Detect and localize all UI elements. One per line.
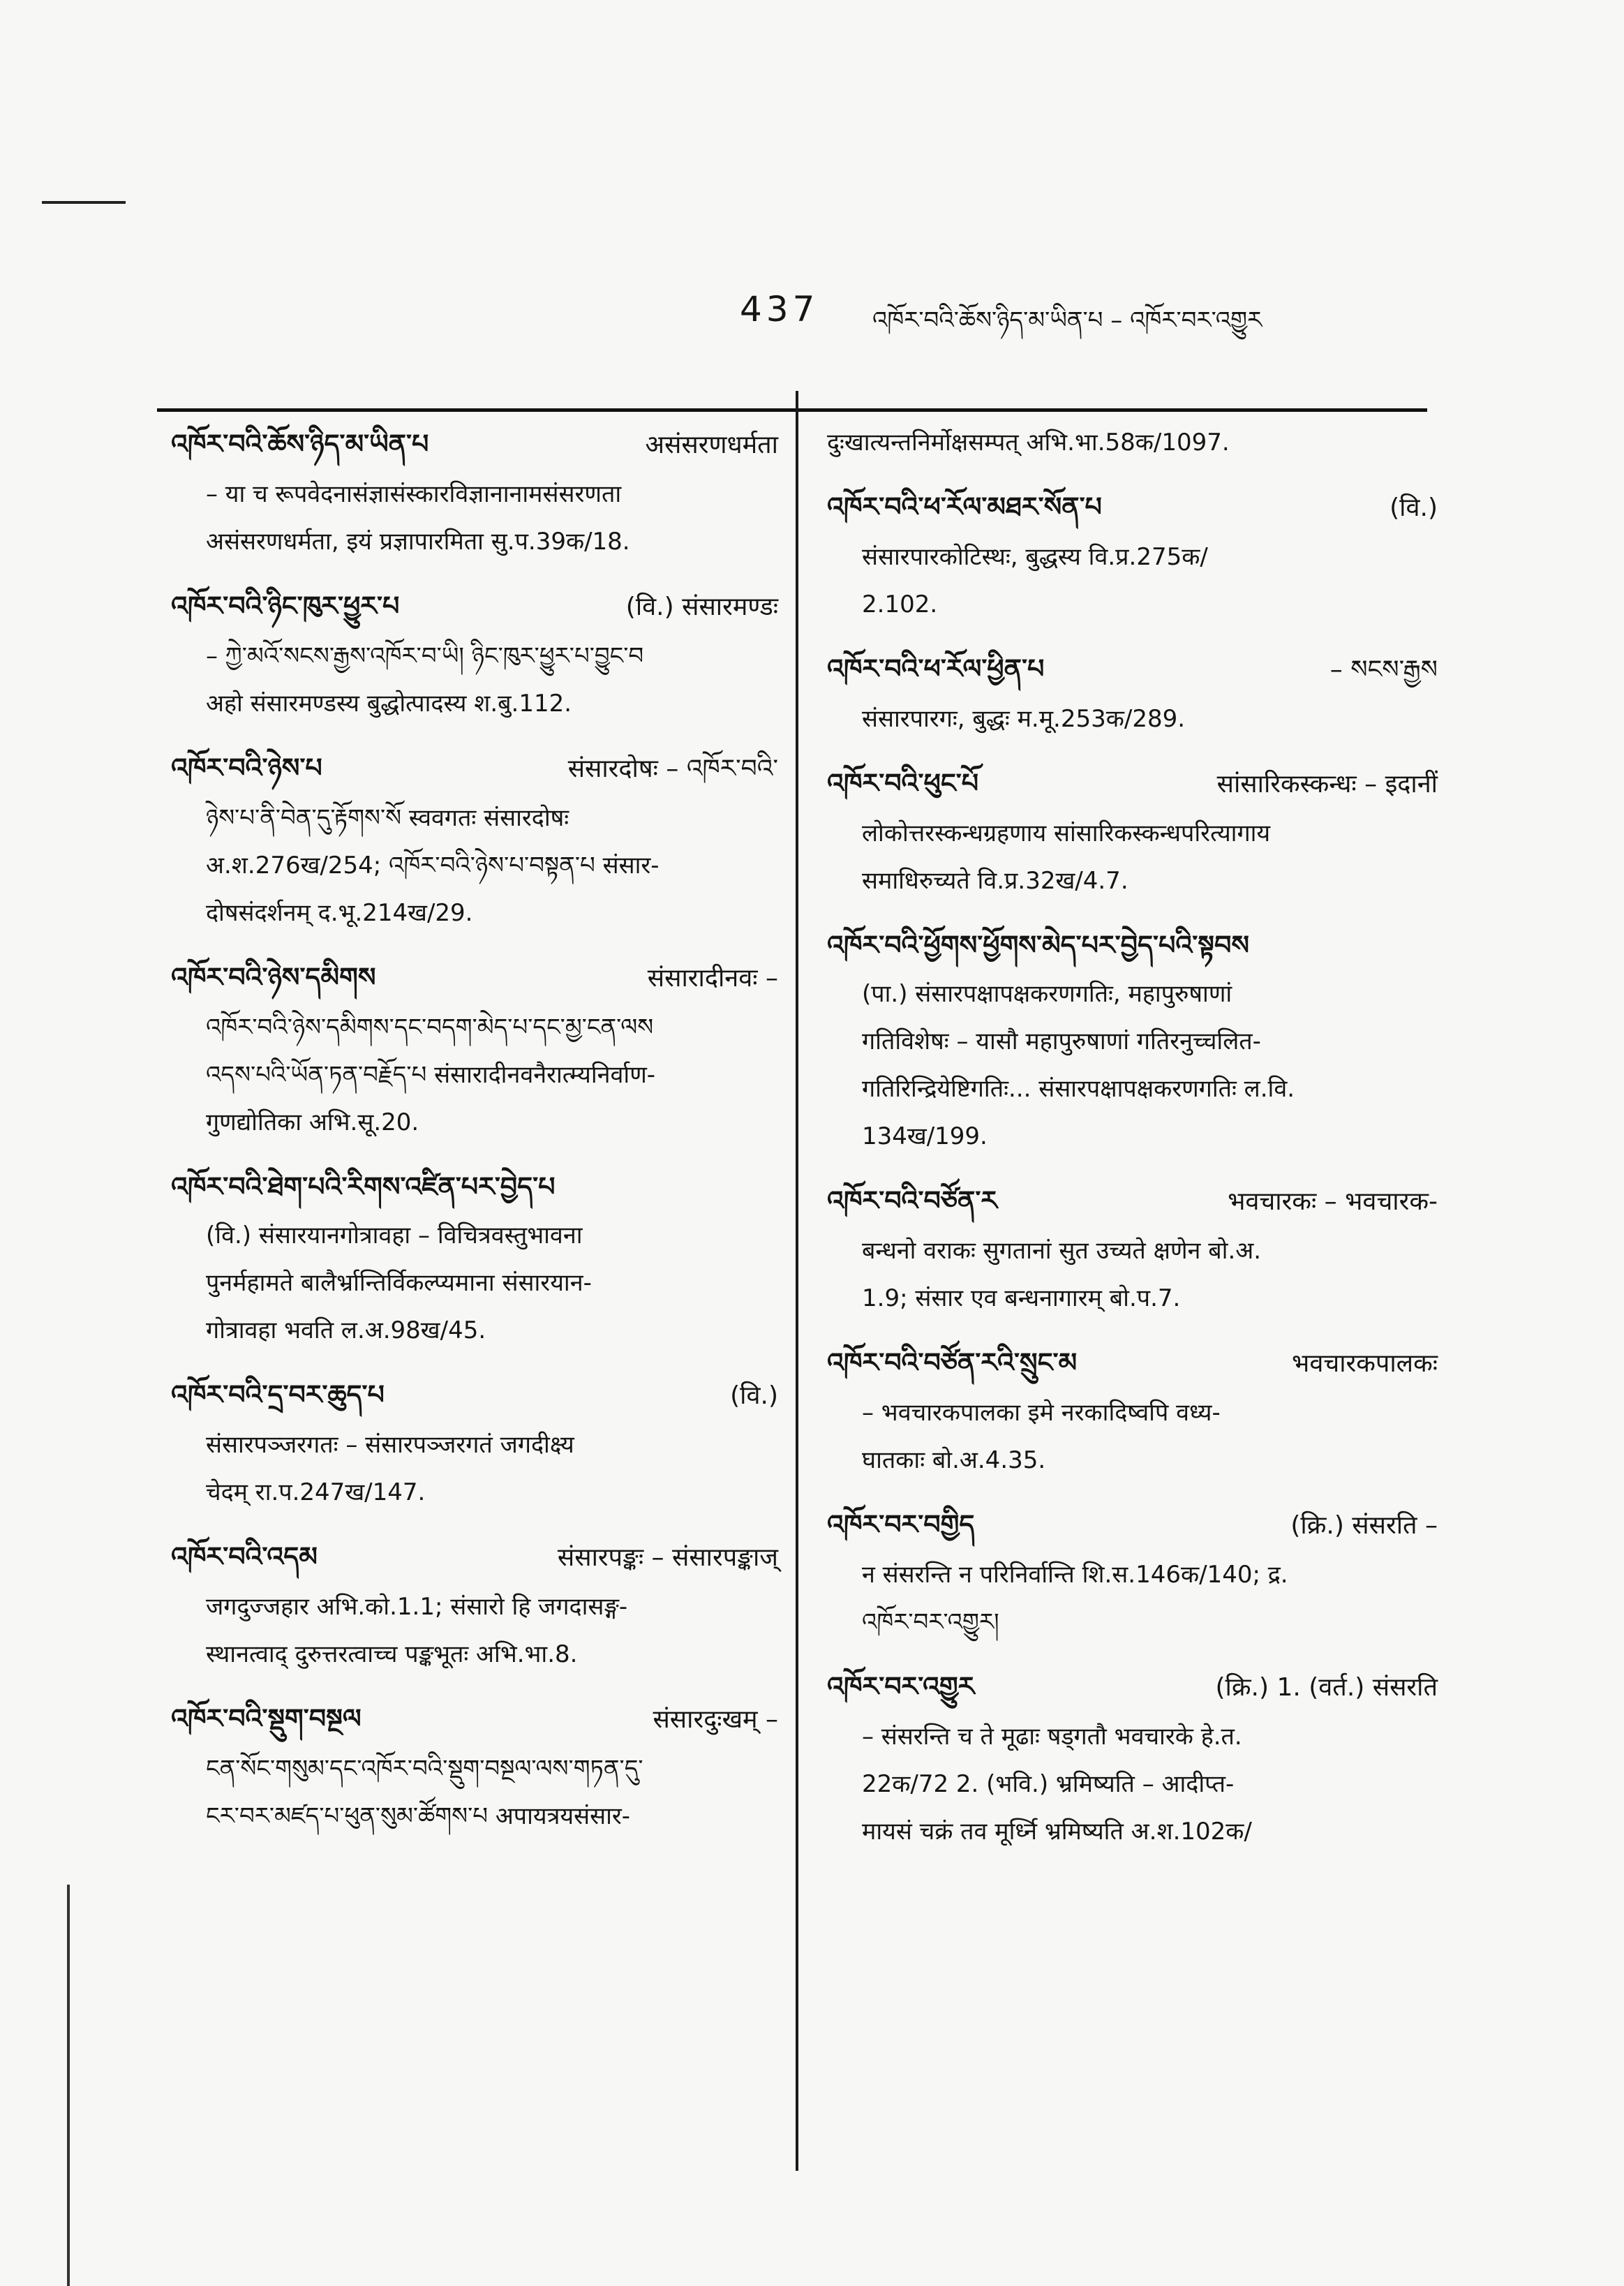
dictionary-entry <box>827 758 1438 905</box>
entry-text-line: – ཀྱེ་མའོ་སངས་རྒྱས་འཁོར་བ་ཡི། ཉིང་ཁུར་ཕྱུར་པ་བྱུང་བ <box>206 642 644 670</box>
entry-text-line: ངར་བར་མཛད་པ་ཕུན་སུམ་ཚོགས་པ अपायत्रयसंसार- <box>206 1802 631 1830</box>
dictionary-entry <box>827 1661 1438 1855</box>
sanskrit-equivalent: – སངས་རྒྱས <box>1329 655 1438 684</box>
entry-text-line: मायसं चक्रं तव मूर्ध्नि भ्रमिष्यति अ.श.102क/ <box>862 1818 1252 1846</box>
entry-headline <box>827 758 1438 810</box>
sanskrit-equivalent: (क्रि.) 1. (वर्त.) संसरति <box>1215 1673 1438 1702</box>
dictionary-entry <box>171 1693 778 1840</box>
right-column <box>827 419 1438 1871</box>
binding-edge <box>67 1885 70 2286</box>
tibetan-headword: འཁོར་བར་བགྱིད <box>827 1509 975 1540</box>
tibetan-headword: འཁོར་བའི་ཉེས་པ <box>171 752 322 783</box>
tibetan-headword: འཁོར་བའི་ཉིང་ཁུར་ཕྱུར་པ <box>171 591 400 621</box>
tibetan-headword: འཁོར་བའི་འདམ <box>171 1541 318 1572</box>
header-rule <box>157 408 1427 412</box>
sanskrit-equivalent: सांसारिकस्कन्धः – इदानीं <box>1216 770 1438 799</box>
entry-headline <box>827 920 1438 970</box>
entry-text-line: असंसरणधर्मता, इयं प्रज्ञापारमिता सु.प.39क/18. <box>206 528 630 556</box>
column-divider <box>796 391 798 2171</box>
sanskrit-equivalent: संसारदोषः – འཁོར་བའི་ <box>567 755 778 783</box>
sanskrit-equivalent: (वि.) संसारमण्डः <box>625 593 778 621</box>
dictionary-entry <box>827 419 1438 466</box>
sanskrit-equivalent: (वि.) <box>730 1381 778 1410</box>
entry-text-line: चेदम् रा.प.247ख/147. <box>206 1478 426 1506</box>
entry-headline <box>171 419 778 470</box>
entry-headline <box>171 1531 778 1583</box>
dictionary-entry <box>171 1370 778 1516</box>
entry-text-line: दोषसंदर्शनम् द.भू.214ख/29. <box>206 899 473 927</box>
entry-text-line: ཉེས་པ་ནི་བེན་དུ་རྟོགས་སོ स्ववगतः संसारदोषः <box>206 804 569 832</box>
tibetan-headword: འཁོར་བའི་དྲ་བར་ཆུད་པ <box>171 1379 385 1410</box>
dictionary-entry <box>827 482 1438 628</box>
entry-text-line: स्थानत्वाद् दुरुत्तरत्वाच्च पङ्कभूतः अभि.भा.8. <box>206 1640 578 1668</box>
page-header <box>740 286 1438 342</box>
entry-text-line: अहो संसारमण्डस्य बुद्धोत्पादस्य श.बु.112. <box>206 690 572 718</box>
entry-headline <box>827 1337 1438 1389</box>
dictionary-entry <box>171 1531 778 1678</box>
tibetan-headword: འཁོར་བའི་བཙོན་ར <box>827 1185 997 1216</box>
entry-text-line: घातकाः बो.अ.4.35. <box>862 1446 1046 1474</box>
entry-text-line: 22क/72 2. (भवि.) भ्रमिष्यति – आदीप्त- <box>862 1770 1235 1798</box>
entry-text-line: 1.9; संसार एव बन्धनागारम् बो.प.7. <box>862 1284 1181 1312</box>
entry-text-line: गुणद्योतिका अभि.सू.20. <box>206 1108 419 1136</box>
tibetan-headword: འཁོར་བའི་ཕྱོགས་ཕྱོགས་མེད་པར་བྱེད་པའི་སྟབས <box>827 930 1249 960</box>
entry-text-line: गोत्रावहा भवति ल.अ.98ख/45. <box>206 1316 486 1344</box>
dictionary-entry <box>171 743 778 937</box>
entry-text-line: – भवचारकपालका इमे नरकादिष्वपि वध्य- <box>862 1399 1221 1427</box>
tibetan-headword: འཁོར་བའི་བཙོན་རའི་སྲུང་མ <box>827 1347 1078 1378</box>
entry-headline <box>171 743 778 794</box>
entry-text-line: गतिरिन्द्रियेष्टिगतिः... संसारपक्षापक्षकरणगतिः ल.वि. <box>862 1075 1295 1103</box>
entry-headline <box>827 1175 1438 1227</box>
entry-text-line: संसारपारकोटिस्थः, बुद्धस्य वि.प्र.275क/ <box>862 543 1208 571</box>
tibetan-headword: འཁོར་བའི་སྡུག་བསྔལ <box>171 1703 362 1734</box>
entry-headline <box>827 644 1438 695</box>
sanskrit-equivalent: असंसरणधर्मता <box>645 431 778 459</box>
entry-headline <box>171 952 778 1004</box>
entry-text-line: འཁོར་བའི་ཉེས་དམིགས་དང་བདག་མེད་པ་དང་མྱ་ངན་ལས <box>206 1014 654 1041</box>
entry-text-line: दुःखात्यन्तनिर्मोक्षसम्पत् अभि.भा.58क/1097. <box>827 429 1230 457</box>
tibetan-headword: འཁོར་བའི་ཕ་རོལ་མཐར་སོན་པ <box>827 491 1102 522</box>
tibetan-headword: འཁོར་བའི་ཕ་རོལ་ཕྱིན་པ <box>827 653 1045 684</box>
entry-text-line: गतिविशेषः – यासौ महापुरुषाणां गतिरनुच्चलित- <box>862 1027 1261 1055</box>
entry-text-line: 2.102. <box>862 591 938 618</box>
sanskrit-equivalent: (क्रि.) संसरति – <box>1290 1511 1438 1540</box>
running-head: འཁོར་བའི་ཆོས་ཉིད་མ་ཡིན་པ – འཁོར་བར་འགྱུར <box>872 306 1262 334</box>
entry-text-line: अ.श.276ख/254; འཁོར་བའི་ཉེས་པ་བསྟན་པ संसार- <box>206 852 660 879</box>
entry-text-line: ངན་སོང་གསུམ་དང་འཁོར་བའི་སྡུག་བསྔལ་ལས་གཏན་དུ་ <box>206 1755 643 1783</box>
dictionary-entry <box>827 1499 1438 1646</box>
entry-text-line: (वि.) संसारयानगोत्रावहा – विचित्रवस्तुभावना <box>206 1222 583 1249</box>
entry-text-line: འཁོར་བར་འགྱུར། <box>862 1608 999 1636</box>
dictionary-entry <box>171 419 778 565</box>
entry-headline <box>171 1693 778 1745</box>
sanskrit-equivalent: भवचारकपालकः <box>1292 1349 1438 1378</box>
entry-text-line: संसारपञ्जरगतः – संसारपञ्जरगतं जगदीक्ष्य <box>206 1431 574 1459</box>
sanskrit-equivalent: भवचारकः – भवचारक- <box>1228 1187 1438 1216</box>
dictionary-entry <box>827 644 1438 743</box>
entry-text-line: (पा.) संसारपक्षापक्षकरणगतिः, महापुरुषाणां <box>862 980 1232 1008</box>
dictionary-entry <box>827 1175 1438 1322</box>
entry-text-line: जगदुज्जहार अभि.को.1.1; संसारो हि जगदासङ्ग- <box>206 1593 628 1621</box>
margin-mark <box>42 201 126 204</box>
entry-headline <box>827 482 1438 533</box>
dictionary-entry <box>827 1337 1438 1484</box>
sanskrit-equivalent: संसारदुःखम् – <box>653 1705 778 1734</box>
tibetan-headword: འཁོར་བའི་ཐེག་པའི་རིགས་འཛིན་པར་བྱེད་པ <box>171 1171 556 1202</box>
entry-headline <box>827 1499 1438 1551</box>
tibetan-headword: འཁོར་བའི་ཕུང་པོ <box>827 768 979 799</box>
dictionary-entry <box>171 952 778 1146</box>
sanskrit-equivalent: (वि.) <box>1390 493 1438 522</box>
entry-text-line: समाधिरुच्यते वि.प्र.32ख/4.7. <box>862 867 1128 895</box>
entry-text-line: संसारपारगः, बुद्धः म.मू.253क/289. <box>862 705 1186 733</box>
entry-headline <box>827 1661 1438 1713</box>
entry-text-line: – संसरन्ति च ते मूढाः षड्गतौ भवचारके हे.त. <box>862 1723 1242 1751</box>
entry-text-line: पुनर्महामते बालैर्भ्रान्तिर्विकल्प्यमाना संसारयान- <box>206 1269 592 1297</box>
entry-headline <box>171 1161 778 1212</box>
entry-text-line: 134ख/199. <box>862 1122 988 1150</box>
tibetan-headword: འཁོར་བར་འགྱུར <box>827 1671 975 1702</box>
entry-text-line: बन्धनो वराकः सुगतानां सुत उच्यते क्षणेन बो.अ. <box>862 1237 1262 1265</box>
tibetan-headword: འཁོར་བའི་ཆོས་ཉིད་མ་ཡིན་པ <box>171 429 429 459</box>
dictionary-entry <box>827 920 1438 1160</box>
entry-text-line: འདས་པའི་ཡོན་ཏན་བརྗོད་པ संसारादीनवनैरात्म्यनिर्वाण- <box>206 1061 656 1089</box>
dictionary-entry <box>171 1161 778 1354</box>
entry-headline <box>171 581 778 632</box>
tibetan-headword: འཁོར་བའི་ཉེས་དམིགས <box>171 962 376 993</box>
sanskrit-equivalent: संसारपङ्कः – संसारपङ्काज् <box>557 1543 778 1572</box>
entry-text-line: – या च रूपवेदनासंज्ञासंस्कारविज्ञानानामसंसरणता <box>206 480 622 508</box>
dictionary-entry <box>171 581 778 727</box>
sanskrit-equivalent: संसारादीनवः – <box>647 964 778 993</box>
entry-headline <box>171 1370 778 1421</box>
entry-text-line: न संसरन्ति न परिनिर्वान्ति शि.स.146क/140; द्र. <box>862 1561 1288 1589</box>
entry-text-line: लोकोत्तरस्कन्धग्रहणाय सांसारिकस्कन्धपरित्यागाय <box>862 819 1271 847</box>
page-number: 437 <box>740 289 819 329</box>
left-column <box>171 419 778 1855</box>
